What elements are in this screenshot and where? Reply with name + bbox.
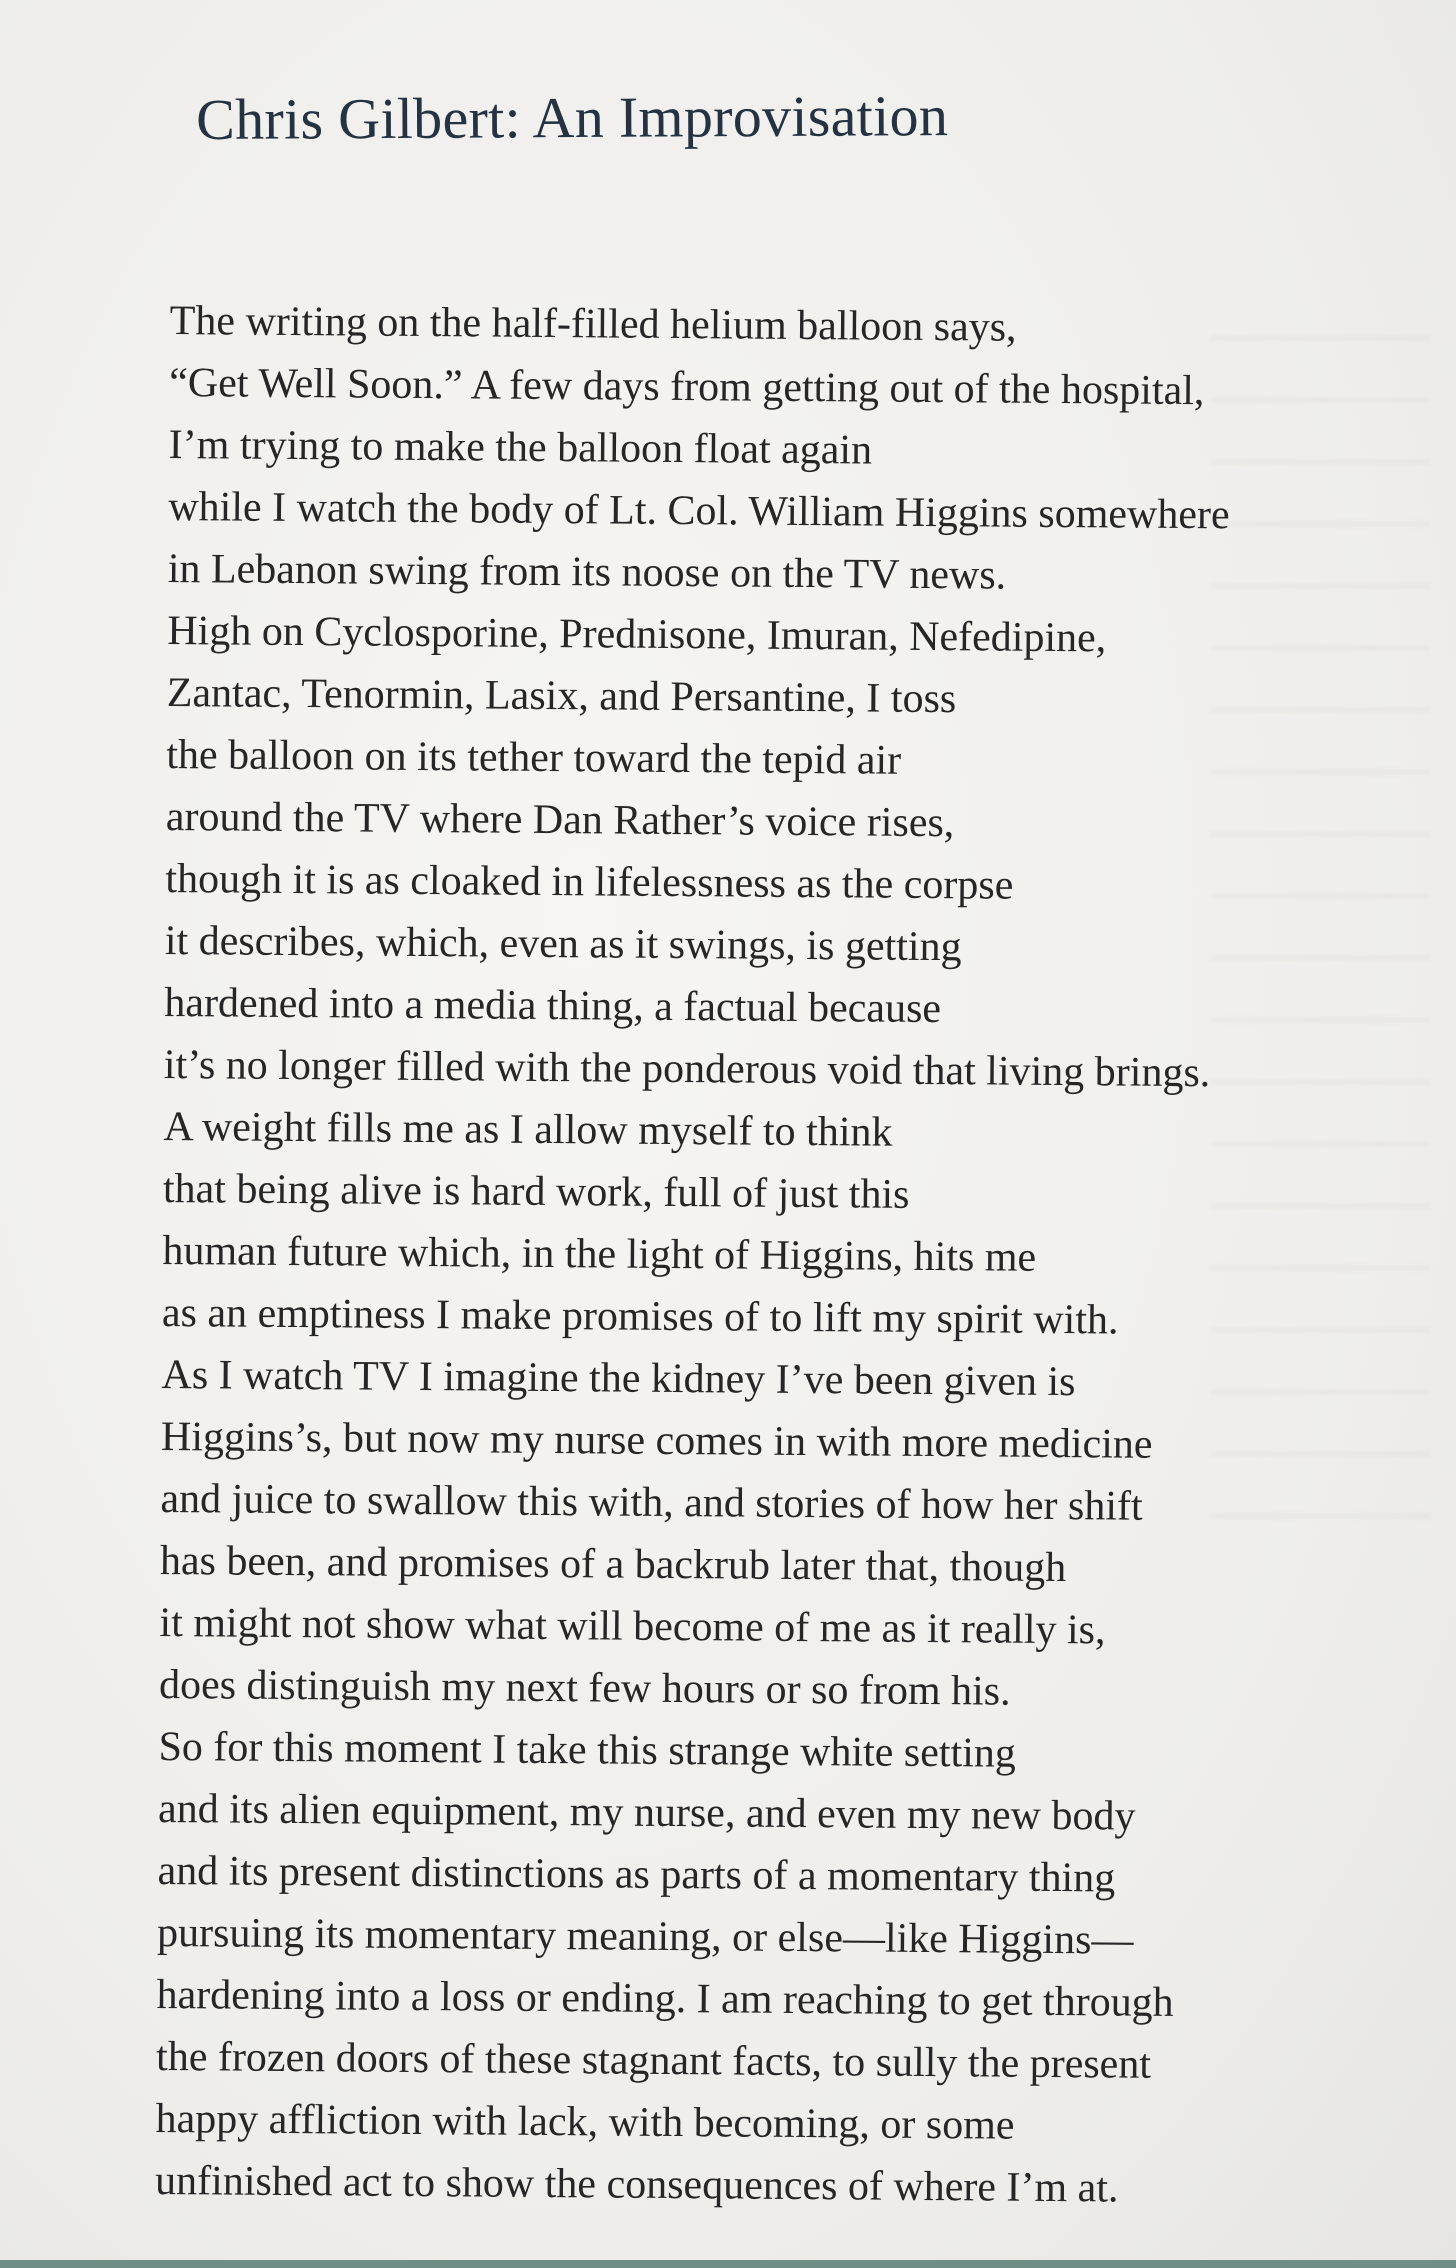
poem-line: Zantac, Tenormin, Lasix, and Persantine, I toss [166, 669, 957, 723]
poem-line: human future which, in the light of Higgins, hits me [162, 1227, 1037, 1281]
poem-line: though it is as cloaked in lifelessness as the corpse [165, 855, 1014, 909]
bottom-edge-strip [0, 2260, 1456, 2268]
poem-line: As I watch TV I imagine the kidney I’ve been given is [161, 1351, 1076, 1406]
poem-line: So for this moment I take this strange white setting [158, 1723, 1017, 1777]
poem-line: Higgins’s, but now my nurse comes in with more medicine [160, 1413, 1153, 1468]
poem-line: unfinished act to show the consequences of where I’m at. [154, 2157, 1119, 2212]
poem-line: does distinguish my next few hours or so from his. [158, 1661, 1011, 1715]
poem-title: Chris Gilbert: An Improvisation [196, 83, 949, 152]
poem-body [155, 290, 1410, 2222]
poem-line: the frozen doors of these stagnant facts, to sully the present [155, 2033, 1152, 2088]
poem-line: and its present distinctions as parts of a momentary thing [157, 1847, 1116, 1902]
poem-line: happy affliction with lack, with becoming, or some [155, 2095, 1015, 2149]
poem-line: and juice to swallow this with, and stories of how her shift [160, 1475, 1143, 1530]
poem-line: I’m trying to make the balloon float again [168, 421, 873, 474]
poem-line: in Lebanon swing from its noose on the TV news. [167, 545, 1007, 599]
poem-line: that being alive is hard work, full of just this [162, 1165, 910, 1218]
poem-line: “Get Well Soon.” A few days from getting out of the hospital, [169, 359, 1205, 415]
poem-line: while I watch the body of Lt. Col. William Higgins somewhere [168, 483, 1230, 539]
poem-line: the balloon on its tether toward the tepid air [166, 731, 902, 784]
poem-line: The writing on the half-filled helium balloon says, [169, 297, 1017, 351]
poem-line: it might not show what will become of me as it really is, [159, 1599, 1106, 1654]
poem-line: and its alien equipment, my nurse, and even my new body [157, 1785, 1136, 1840]
poem-line: it’s no longer filled with the ponderous void that living brings. [163, 1041, 1211, 1097]
poem-line: A weight fills me as I allow myself to think [163, 1103, 893, 1156]
poem-line: pursuing its momentary meaning, or else—like Higgins— [156, 1909, 1134, 1964]
poem-line: it describes, which, even as it swings, is getting [164, 917, 962, 971]
poem-line: around the TV where Dan Rather’s voice rises, [165, 793, 955, 847]
poem-line: as an emptiness I make promises of to lift my spirit with. [161, 1289, 1119, 1344]
poem-line: High on Cyclosporine, Prednisone, Imuran, Nefedipine, [167, 607, 1107, 662]
poem-line: hardened into a media thing, a factual because [164, 979, 942, 1033]
poem-line: hardening into a loss or ending. I am reaching to get through [156, 1971, 1174, 2026]
poem-line: has been, and promises of a backrub later that, though [159, 1537, 1067, 1592]
